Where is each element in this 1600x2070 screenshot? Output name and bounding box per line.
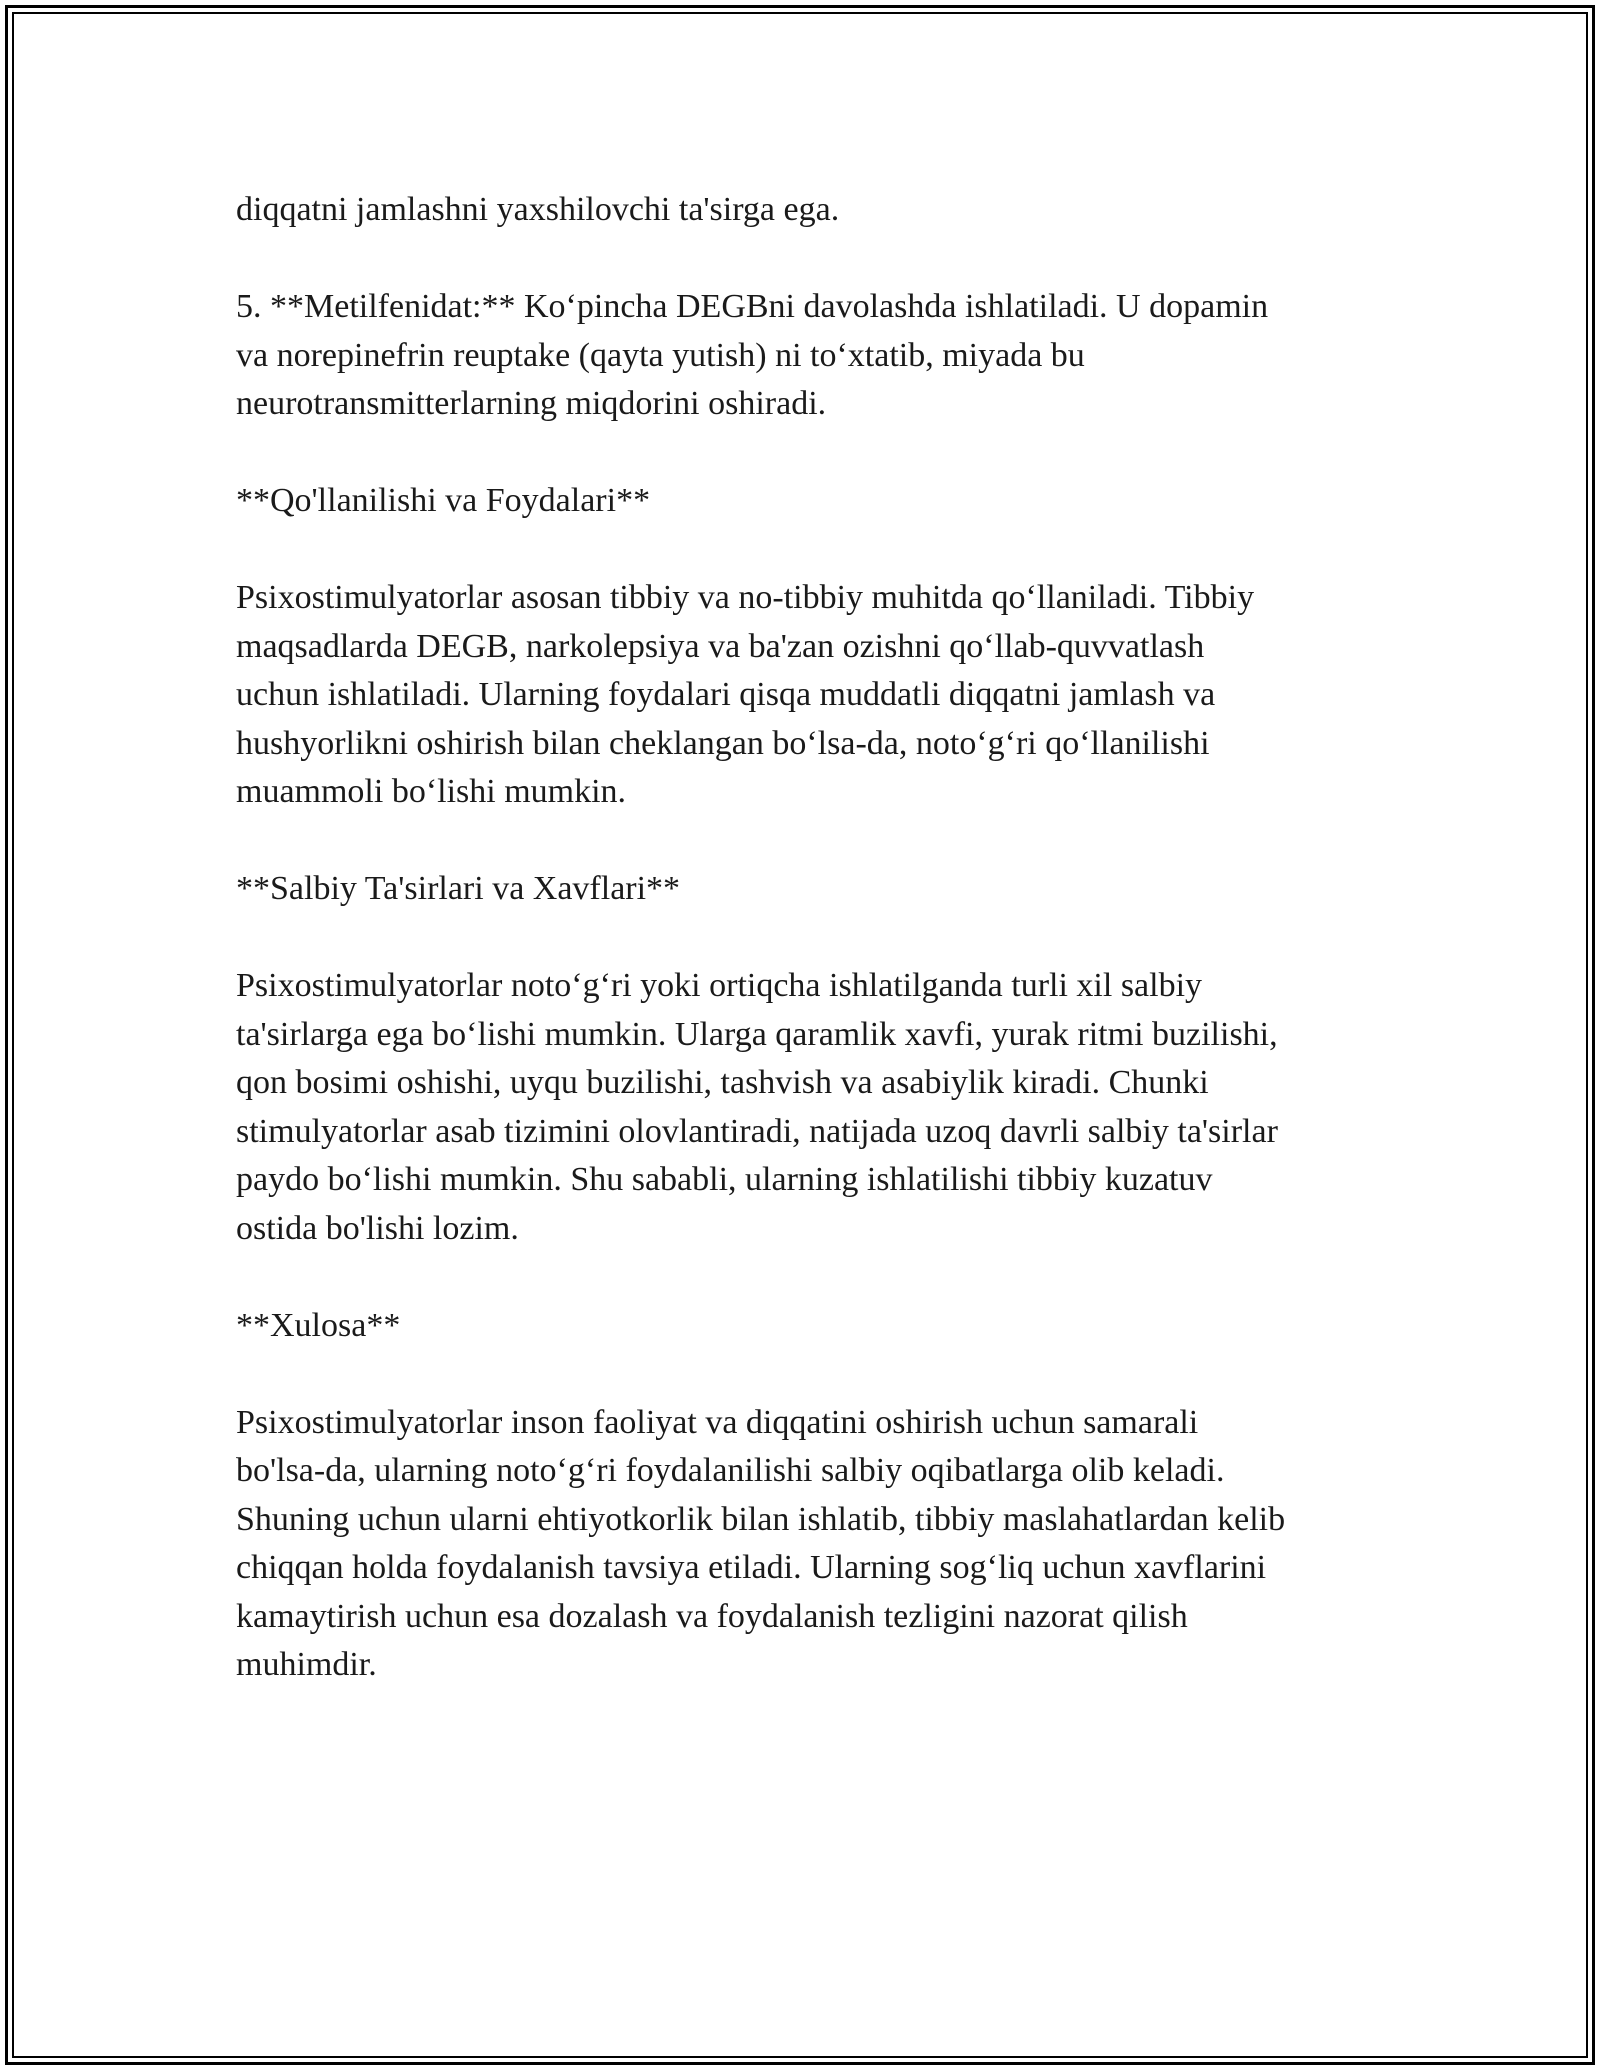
paragraph-risks: Psixostimulyatorlar noto‘g‘ri yoki ortiqcha ishlatilganda turli xil salbiy ta'sirlarga ega bo‘lishi mumkin. Ularga qaramlik xavfi, yurak ritmi buzilishi, qon bosimi oshishi, uyqu buzilishi, tashvish va asabiylik kiradi. Chunki stimulyatorlar asab tizimini olovlantiradi, natijada uzoq davrli salbiy ta'sirlar paydo bo‘lishi mumkin. Shu sababli, ularning ishlatilishi tibbiy kuzatuv ostida bo'lishi lozim. — [236, 967, 1278, 1247]
paragraph-conclusion: Psixostimulyatorlar inson faoliyat va diqqatini oshirish uchun samarali bo'lsa-da, ularning noto‘g‘ri foydalanilishi salbiy oqibatlarga olib keladi. Shuning uchun ularni ehtiyotkorlik bilan ishlatib, tibbiy maslahatlardan kelib chiqqan holda foydalanish tavsiya etiladi. Ularning sog‘liq uchun xavflarini kamaytirish uchun esa dozalash va foydalanish tezligini nazorat qilish muhimdir. — [236, 1403, 1286, 1683]
section-heading-risks: **Salbiy Ta'sirlari va Xavflari** — [236, 870, 681, 907]
document-body — [236, 186, 1376, 1690]
section-heading-conclusion: **Xulosa** — [236, 1306, 401, 1344]
list-item-metilfenidat: 5. **Metilfenidat:** Ko‘pincha DEGBni davolashda ishlatiladi. U dopamin va norepinefrin reuptake (qayta yutish) ni to‘xtatib, miyada bu neurotransmitterlarning miqdorini oshiradi. — [236, 288, 1269, 422]
paragraph-continuation: diqqatni jamlashni yaxshilovchi ta'sirga ega. — [236, 191, 840, 228]
paragraph-usage: Psixostimulyatorlar asosan tibbiy va no-tibbiy muhitda qo‘llaniladi. Tibbiy maqsadlarda DEGB, narkolepsiya va ba'zan ozishni qo‘llab-quvvatlash uchun ishlatiladi. Ularning foydalari qisqa muddatli diqqatni jamlash va hushyorlikni oshirish bilan cheklangan bo‘lsa-da, noto‘g‘ri qo‘llanilishi muammoli bo‘lishi mumkin. — [236, 579, 1255, 810]
section-heading-usage: **Qo'llanilishi va Foydalari** — [236, 482, 651, 519]
